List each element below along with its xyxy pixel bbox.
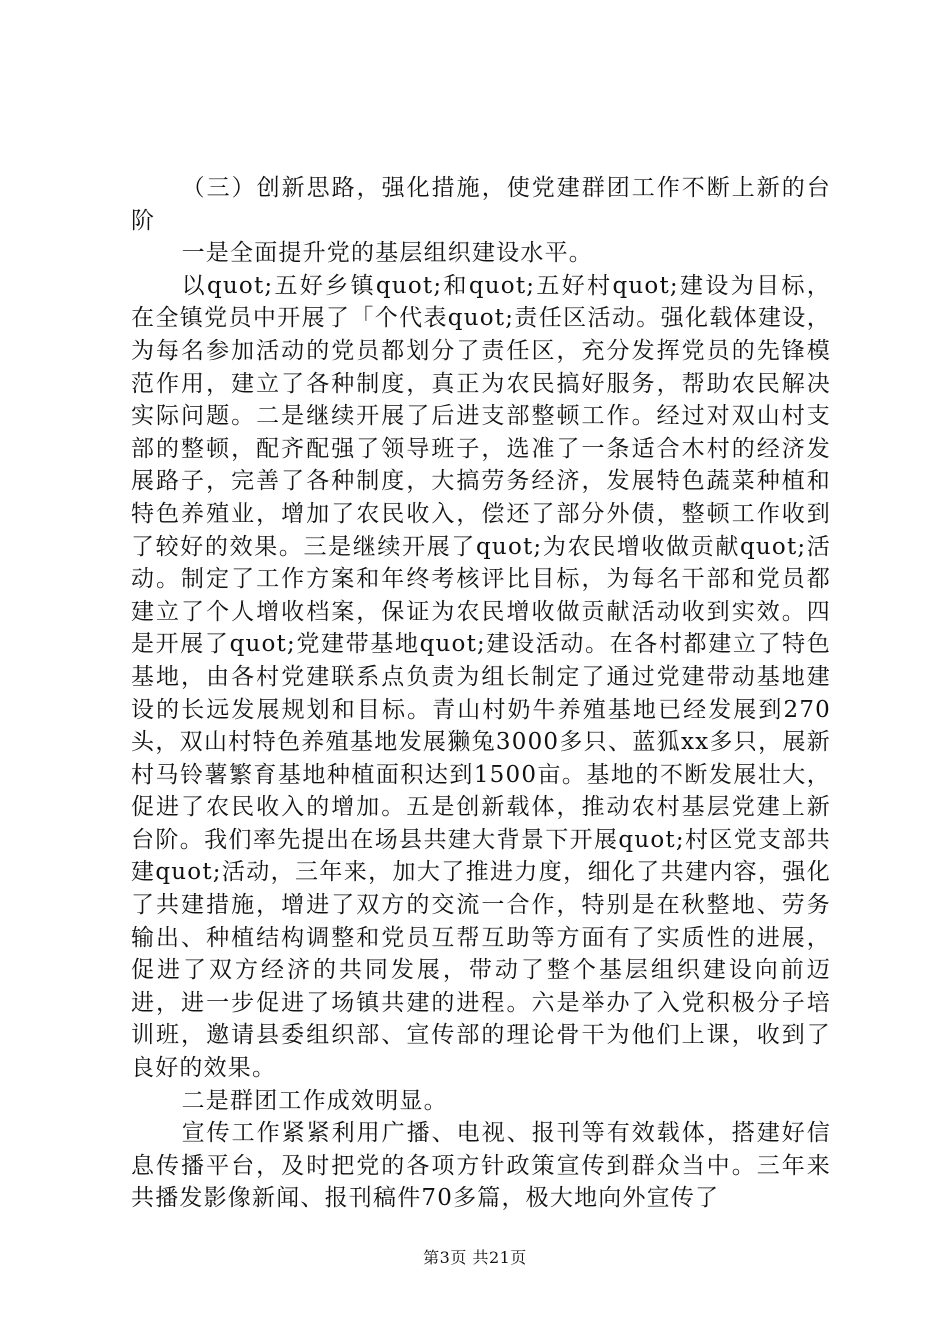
section-heading: （三）创新思路，强化措施，使党建群团工作不断上新的台阶 bbox=[131, 175, 831, 234]
document-body bbox=[131, 172, 831, 1215]
paragraph-party-building-details: 以quot;五好乡镇quot;和quot;五好村quot;建设为目标，在全镇党员中开展了「个代表quot;责任区活动。强化载体建设，为每名参加活动的党员都划分了责任区，充分发挥党员的先锋模范作用，建立了各种制度，真正为农民搞好服务，帮助农民解决实际问题。二是继续开展了后进支部整顿工作。经过对双山村支部的整顿，配齐配强了领导班子，选准了一条适合木村的经济发展路子，完善了各种制度，大搞劳务经济，发展特色蔬菜种植和特色养殖业，增加了农民收入，偿还了部分外债，整顿工作收到了较好的效果。三是继续开展了quot;为农民增收做贡献quot;活动。制定了工作方案和年终考核评比目标，为每名干部和党员都建立了个人增收档案，保证为农民增收做贡献活动收到实效。四是开展了quot;党建带基地quot;建设活动。在各村都建立了特色基地，由各村党建联系点负责为组长制定了通过党建带动基地建设的长远发展规划和目标。青山村奶牛养殖基地已经发展到270头，双山村特色养殖基地发展獭兔3000多只、蓝狐xx多只，展新村马铃薯繁育基地种植面积达到1500亩。基地的不断发展壮大，促进了农民收入的增加。五是创新载体，推动农村基层党建上新台阶。我们率先提出在场县共建大背景下开展quot;村区党支部共建quot;活动，三年来，加大了推进力度，细化了共建内容，强化了共建措施，增进了双方的交流一合作，特别是在秋整地、劳务输出、种植结构调整和党员互帮互助等方面有了实质性的进展，促进了双方经济的共同发展，带动了整个基层组织建设向前迈进，进一步促进了场镇共建的进程。六是举办了入党积极分子培训班，邀请县委组织部、宣传部的理论骨干为他们上课，收到了良好的效果。 bbox=[131, 272, 831, 1082]
sub-heading-mass-organizations: 二是群团工作成效明显。 bbox=[181, 1087, 448, 1114]
paragraph-publicity-work: 宣传工作紧紧利用广播、电视、报刊等有效载体，搭建好信息传播平台，及时把党的各项方针政策宣传到群众当中。三年来共播发影像新闻、报刊稿件70多篇，极大地向外宣传了 bbox=[131, 1120, 831, 1212]
sub-heading-party-building: 一是全面提升党的基层组织建设水平。 bbox=[181, 240, 593, 267]
page-footer: 第3页 共21页 bbox=[423, 1248, 527, 1267]
